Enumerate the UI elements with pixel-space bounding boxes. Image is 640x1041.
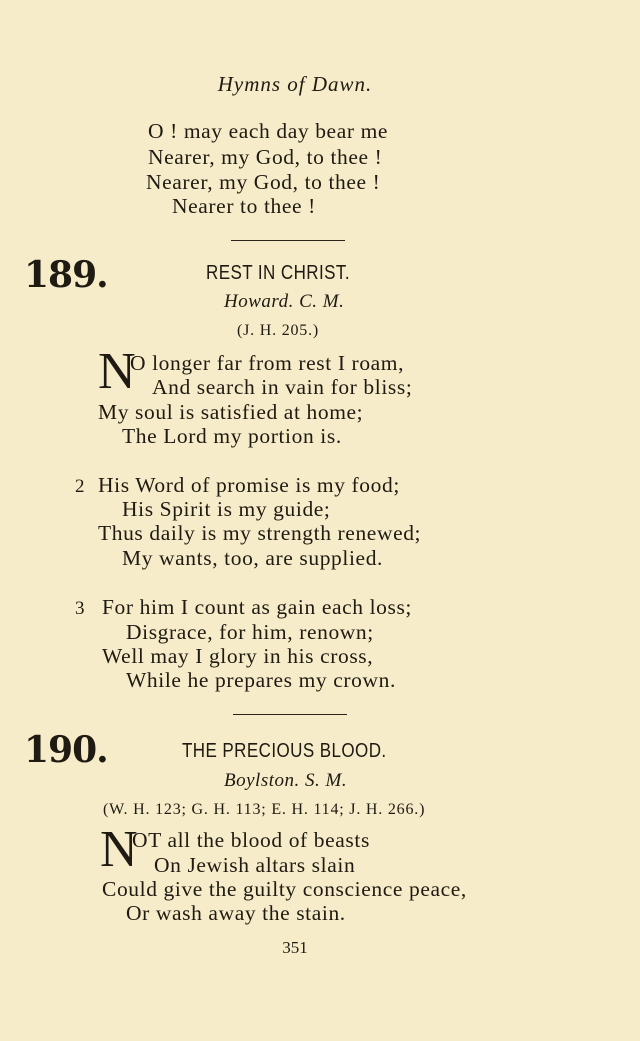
hymn-title: THE PRECIOUS BLOOD. <box>182 740 387 762</box>
hymn-title: REST IN CHRIST. <box>206 262 350 284</box>
page-number: 351 <box>282 938 308 957</box>
verse-line: Could give the guilty conscience peace, <box>102 877 467 901</box>
drop-cap: N <box>98 343 136 400</box>
verse-line: Disgrace, for him, renown; <box>126 620 374 644</box>
hymnal-reference: (J. H. 205.) <box>237 322 320 339</box>
section-divider <box>231 240 345 241</box>
verse-line: On Jewish altars slain <box>154 853 356 877</box>
verse-line: Thus daily is my strength renewed; <box>98 521 422 545</box>
tune-name: Howard. C. M. <box>224 291 345 312</box>
verse-line: OT all the blood of beasts <box>132 828 370 852</box>
hymn-number: 189. <box>24 254 108 296</box>
tune-name: Boylston. S. M. <box>224 770 348 791</box>
stanza-number: 3 <box>75 598 85 619</box>
verse-line: His Spirit is my guide; <box>122 497 331 521</box>
stanza-number: 2 <box>75 476 85 497</box>
verse-line: For him I count as gain each loss; <box>102 595 412 619</box>
prev-hymn-line: Nearer to thee ! <box>172 194 316 218</box>
verse-line: My wants, too, are supplied. <box>122 546 384 570</box>
verse-line: His Word of promise is my food; <box>98 473 400 497</box>
verse-line: Well may I glory in his cross, <box>102 644 374 668</box>
verse-line: Or wash away the stain. <box>126 901 346 925</box>
verse-line: My soul is satisfied at home; <box>98 400 364 424</box>
verse-line: And search in vain for bliss; <box>152 375 413 399</box>
verse-line: O longer far from rest I roam, <box>130 351 405 375</box>
hymn-number: 190. <box>24 729 108 771</box>
verse-line: While he prepares my crown. <box>126 668 396 692</box>
drop-cap: N <box>100 821 138 878</box>
hymnal-reference: (W. H. 123; G. H. 113; E. H. 114; J. H. 266.) <box>103 801 426 818</box>
prev-hymn-line: Nearer, my God, to thee ! <box>148 145 383 169</box>
running-head: Hymns of Dawn. <box>217 72 373 96</box>
prev-hymn-line: O ! may each day bear me <box>148 119 389 143</box>
section-divider <box>233 714 347 715</box>
prev-hymn-line: Nearer, my God, to thee ! <box>146 170 381 194</box>
verse-line: The Lord my portion is. <box>122 424 342 448</box>
